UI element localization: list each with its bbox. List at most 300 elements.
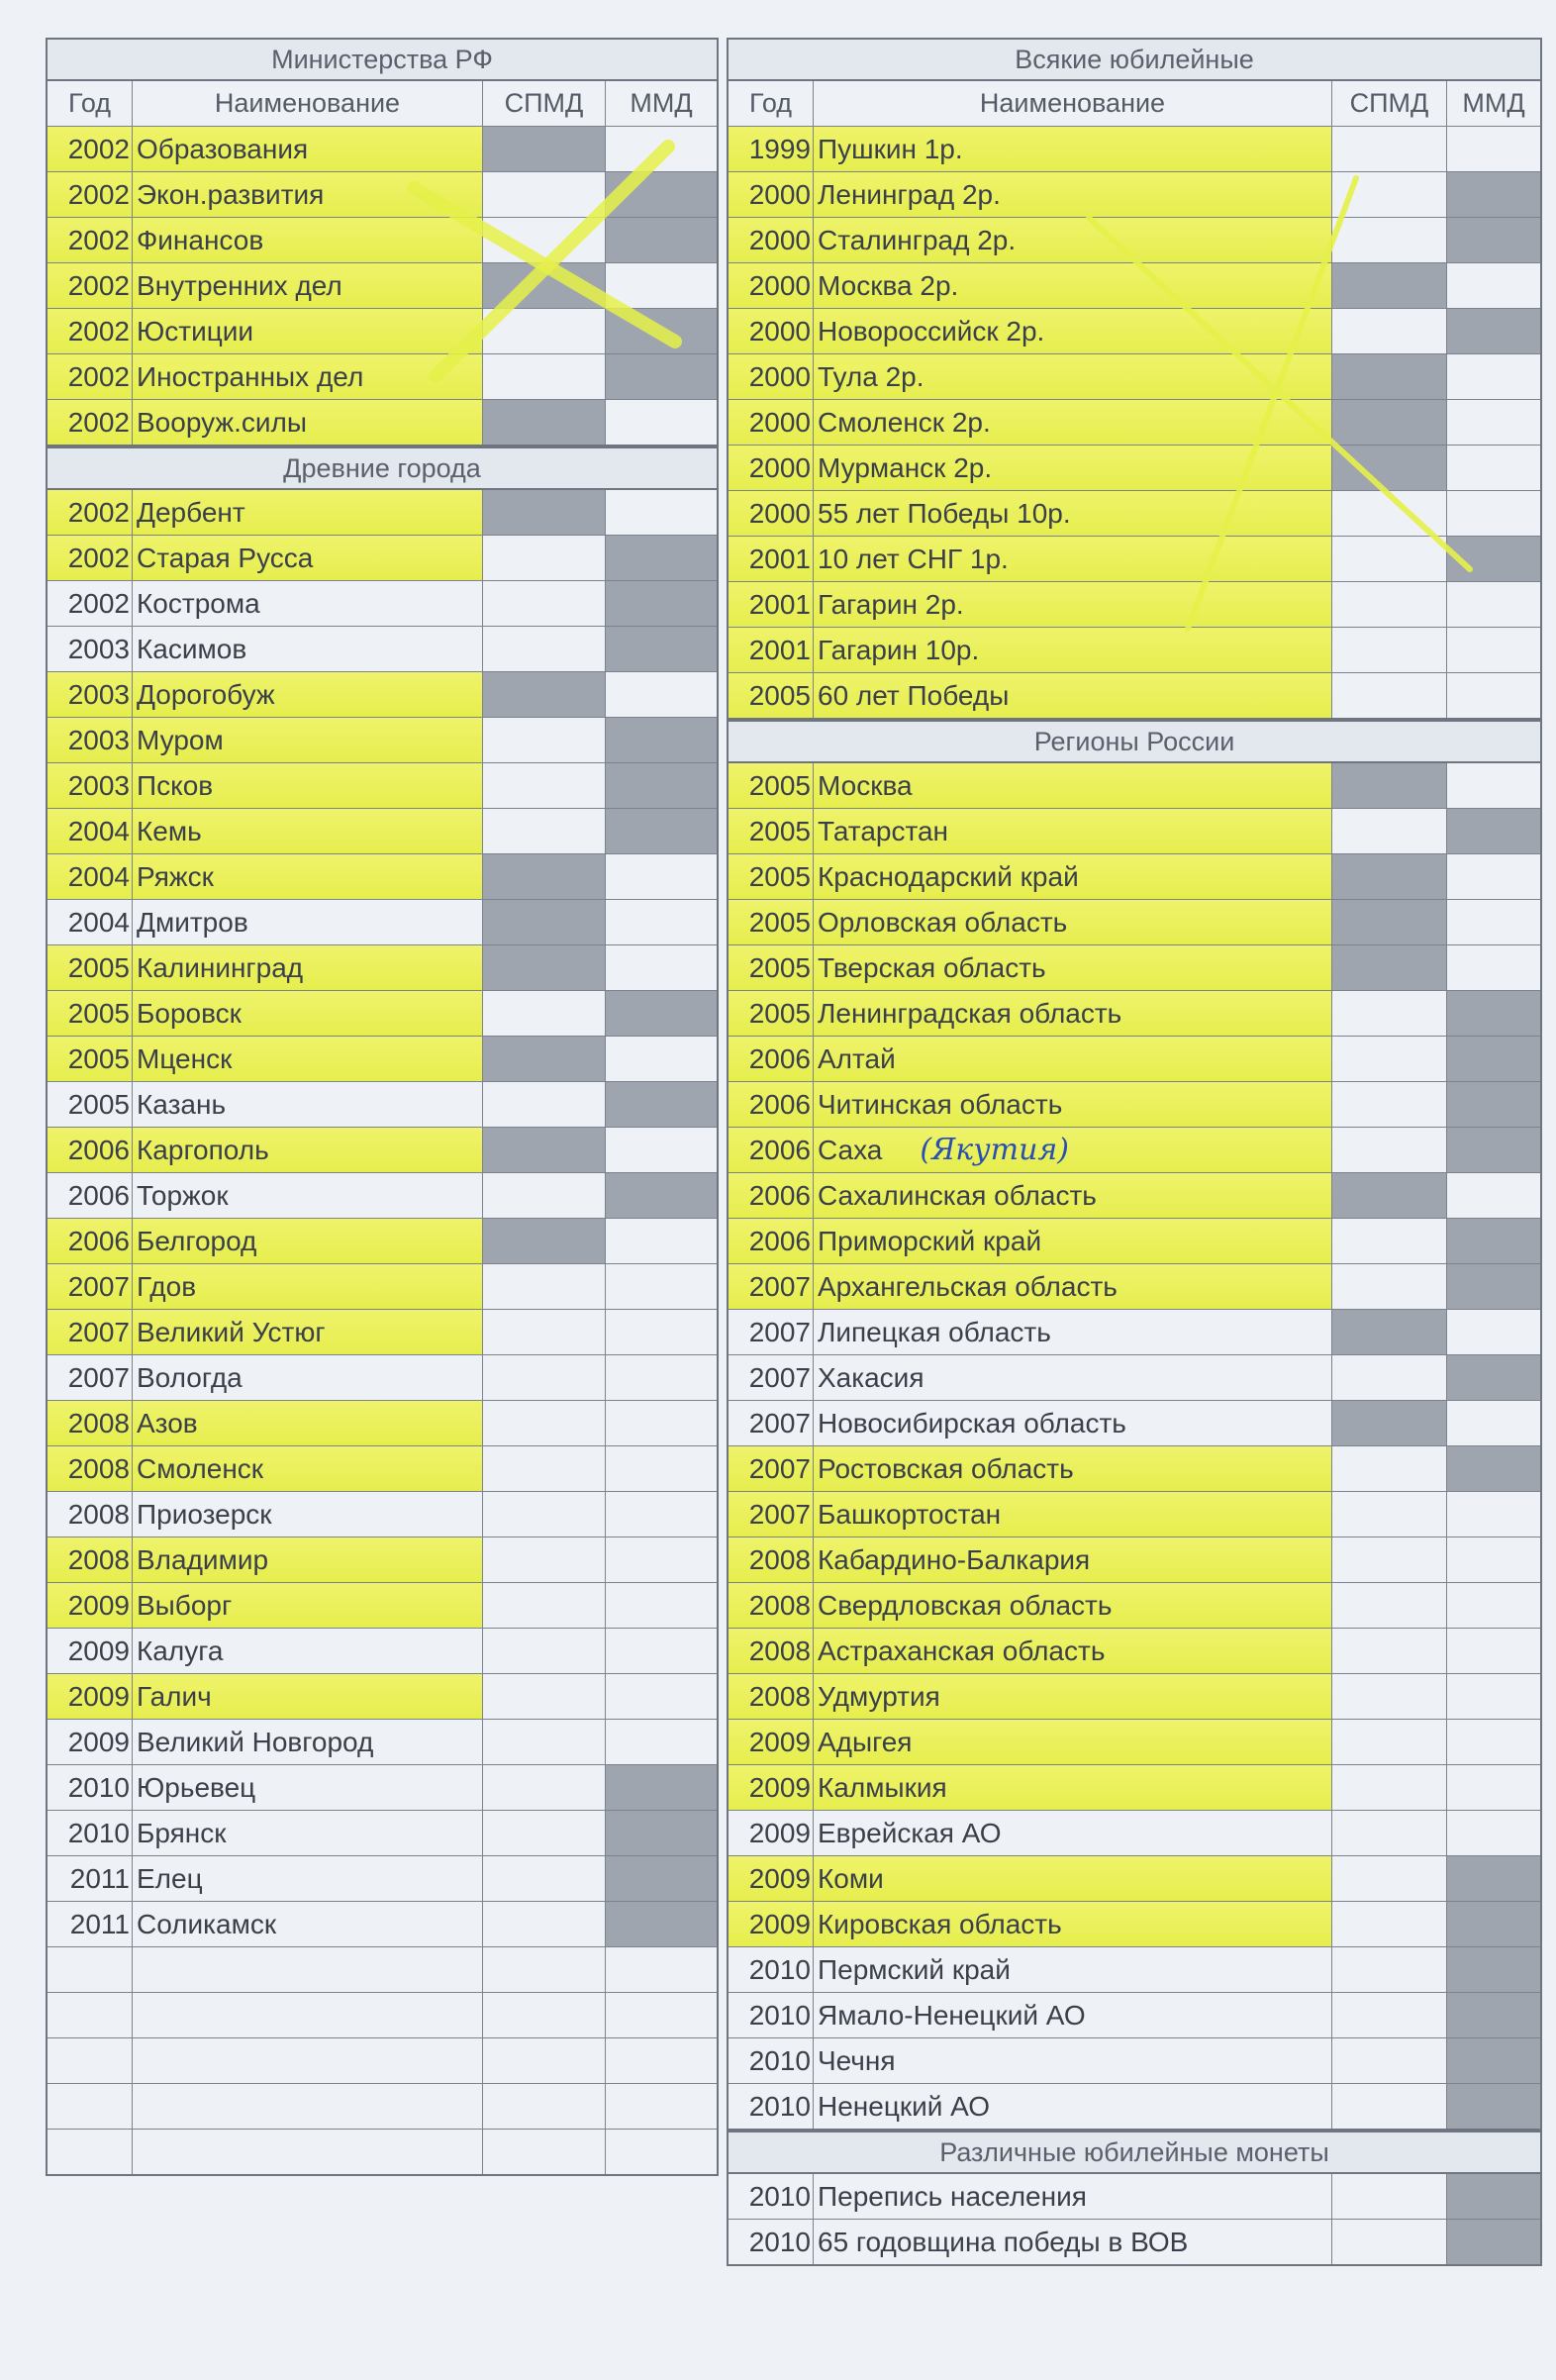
header-spmd: СПМД	[483, 81, 606, 126]
cell-year: 2010	[729, 2174, 814, 2219]
cell-name-text: Дмитров	[137, 906, 248, 938]
cell-name-text: Экон.развития	[137, 178, 325, 210]
cell-spmd	[483, 1355, 606, 1400]
cell-spmd	[483, 627, 606, 671]
cell-year: 2010	[729, 2220, 814, 2264]
cell-mmd	[606, 1310, 717, 1354]
cell-name-text: Башкортостан	[818, 1498, 1002, 1530]
cell-year: 2005	[729, 900, 814, 944]
cell-name	[133, 218, 483, 262]
table-row	[729, 1674, 1540, 1720]
right-column	[727, 38, 1542, 2366]
handwritten-note: (Якутия)	[920, 1133, 1069, 1167]
cell-year: 2006	[729, 1082, 814, 1127]
table-row	[729, 218, 1540, 263]
cell-name	[814, 218, 1332, 262]
cell-spmd	[483, 1264, 606, 1309]
cell-name	[133, 400, 483, 445]
coin-checklist-sheet	[46, 38, 1542, 2366]
table-row	[48, 1492, 717, 1537]
table-row	[48, 900, 717, 945]
cell-year: 2004	[48, 809, 133, 853]
cell-mmd	[1447, 2174, 1540, 2219]
table-row	[48, 1811, 717, 1856]
table-row	[729, 991, 1540, 1037]
table-row	[729, 172, 1540, 218]
cell-name-text: Владимир	[137, 1543, 269, 1575]
cell-mmd	[1447, 127, 1540, 171]
cell-name	[814, 900, 1332, 944]
cell-name	[133, 718, 483, 762]
left-column	[46, 38, 719, 2366]
cell-spmd	[1332, 263, 1447, 308]
cell-year: 2001	[729, 582, 814, 627]
cell-name-text: Новосибирская область	[818, 1407, 1126, 1438]
cell-year: 2008	[729, 1629, 814, 1673]
cell-name-text: Приозерск	[137, 1498, 272, 1530]
cell-mmd	[1447, 945, 1540, 990]
cell-year: 2007	[48, 1264, 133, 1309]
cell-mmd	[606, 490, 717, 535]
cell-mmd	[606, 1173, 717, 1218]
cell-name-text: Ленинград 2р.	[818, 178, 1001, 210]
cell-name-text: Пушкин 1р.	[818, 133, 963, 164]
cell-mmd	[606, 1583, 717, 1628]
table-row	[729, 1947, 1540, 1993]
cell-name	[133, 627, 483, 671]
cell-name	[814, 1037, 1332, 1081]
cell-spmd	[1332, 1993, 1447, 2037]
cell-mmd	[1447, 172, 1540, 217]
cell-spmd	[1332, 582, 1447, 627]
cell-name-text: Старая Русса	[137, 542, 314, 573]
cell-year: 2009	[729, 1902, 814, 1946]
table-row	[48, 1674, 717, 1720]
cell-spmd	[1332, 1492, 1447, 1537]
cell-name-text: Новороссийск 2р.	[818, 315, 1045, 347]
cell-spmd	[1332, 628, 1447, 672]
cell-year: 2002	[48, 354, 133, 399]
cell-year: 2008	[48, 1446, 133, 1491]
cell-name-text: 55 лет Победы 10р.	[818, 497, 1071, 529]
cell-mmd	[606, 900, 717, 944]
cell-year: 2005	[729, 991, 814, 1036]
cell-year: 2007	[729, 1355, 814, 1400]
table-row	[48, 172, 717, 218]
cell-name	[814, 1355, 1332, 1400]
cell-mmd	[1447, 1264, 1540, 1309]
cell-mmd	[1447, 1401, 1540, 1445]
cell-name-text: Хакасия	[818, 1361, 924, 1393]
cell-mmd	[1447, 582, 1540, 627]
cell-name-text: Сахалинская область	[818, 1179, 1097, 1211]
cell-spmd	[1332, 446, 1447, 490]
cell-mmd	[606, 309, 717, 353]
table-row	[48, 1082, 717, 1128]
cell-spmd	[1332, 1219, 1447, 1263]
cell-year: 2000	[729, 354, 814, 399]
cell-spmd	[483, 1902, 606, 1946]
cell-spmd	[1332, 1720, 1447, 1764]
cell-spmd	[483, 2084, 606, 2129]
cell-year: 2007	[729, 1401, 814, 1445]
table-row	[729, 1355, 1540, 1401]
table-row	[729, 537, 1540, 582]
cell-mmd	[1447, 1811, 1540, 1855]
cell-mmd	[606, 2038, 717, 2083]
table-row	[48, 1537, 717, 1583]
cell-name	[133, 809, 483, 853]
cell-spmd	[1332, 1856, 1447, 1901]
cell-mmd	[606, 1082, 717, 1127]
cell-spmd	[483, 1310, 606, 1354]
cell-spmd	[483, 1993, 606, 2037]
cell-spmd	[483, 536, 606, 580]
cell-name-text: Великий Устюг	[137, 1316, 326, 1347]
table-row	[729, 854, 1540, 900]
table-row	[48, 2084, 717, 2130]
cell-name-text: Тверская область	[818, 951, 1046, 983]
section-title-ancient: Древние города	[46, 446, 719, 488]
header-mmd: ММД	[630, 88, 693, 118]
cell-name-text: Орловская область	[818, 906, 1068, 938]
cell-mmd	[606, 581, 717, 626]
cell-name	[814, 354, 1332, 399]
cell-name	[133, 2038, 483, 2083]
cell-spmd	[1332, 537, 1447, 581]
cell-name-text: Пермский край	[818, 1953, 1011, 1985]
cell-spmd	[1332, 900, 1447, 944]
cell-year: 2004	[48, 854, 133, 899]
section-title-ministries: Министерства РФ	[46, 38, 719, 79]
cell-name	[814, 2174, 1332, 2219]
cell-spmd	[483, 1446, 606, 1491]
cell-spmd	[1332, 172, 1447, 217]
cell-spmd	[1332, 218, 1447, 262]
cell-year: 2010	[48, 1765, 133, 1810]
cell-year: 2010	[729, 2084, 814, 2129]
cell-spmd	[483, 1219, 606, 1263]
cell-spmd	[1332, 2084, 1447, 2129]
cell-spmd	[483, 991, 606, 1036]
cell-spmd	[483, 309, 606, 353]
cell-spmd	[483, 490, 606, 535]
cell-name-text: Еврейская АО	[818, 1817, 1002, 1848]
cell-mmd	[1447, 1720, 1540, 1764]
cell-name-text: Иностранных дел	[137, 360, 364, 392]
table-row	[729, 1219, 1540, 1264]
rows-jubilee	[729, 127, 1540, 718]
cell-spmd	[483, 672, 606, 717]
table-row	[729, 1082, 1540, 1128]
table-row	[48, 536, 717, 581]
cell-year: 2005	[729, 854, 814, 899]
cell-spmd	[483, 718, 606, 762]
table-row	[48, 1446, 717, 1492]
cell-name	[133, 763, 483, 808]
table-row	[729, 263, 1540, 309]
cell-year: 2008	[729, 1583, 814, 1628]
cell-name	[814, 263, 1332, 308]
cell-name	[133, 1674, 483, 1719]
cell-name	[814, 1537, 1332, 1582]
table-row	[48, 1765, 717, 1811]
cell-name	[133, 1947, 483, 1992]
table-row	[48, 354, 717, 400]
cell-name	[133, 1902, 483, 1946]
cell-spmd	[1332, 1355, 1447, 1400]
table-row	[48, 2130, 717, 2174]
cell-year: 2011	[48, 1902, 133, 1946]
cell-spmd	[483, 172, 606, 217]
table-row	[48, 490, 717, 536]
cell-name-text: 60 лет Победы	[818, 679, 1010, 711]
cell-year: 2005	[48, 1037, 133, 1081]
cell-name-text: Приморский край	[818, 1225, 1042, 1256]
cell-year: 2002	[48, 400, 133, 445]
cell-name-text: Алтай	[818, 1042, 896, 1074]
cell-name	[814, 1856, 1332, 1901]
table-header	[48, 81, 717, 127]
cell-year: 2010	[48, 1811, 133, 1855]
cell-year: 2005	[729, 945, 814, 990]
cell-year: 2009	[729, 1765, 814, 1810]
cell-mmd	[606, 809, 717, 853]
cell-year: 2006	[729, 1037, 814, 1081]
cell-name	[814, 673, 1332, 718]
table-row	[729, 1492, 1540, 1537]
cell-name	[814, 1629, 1332, 1673]
table-row	[729, 2174, 1540, 2220]
cell-year	[48, 2130, 133, 2174]
cell-year: 2002	[48, 263, 133, 308]
cell-name-text: Брянск	[137, 1817, 227, 1848]
cell-name-text: Казань	[137, 1088, 227, 1120]
table-row	[729, 1173, 1540, 1219]
cell-year: 2005	[48, 1082, 133, 1127]
cell-mmd	[606, 2130, 717, 2174]
rows-ministries	[48, 127, 717, 445]
section-title-regions: Регионы России	[727, 720, 1542, 761]
cell-year: 2000	[729, 446, 814, 490]
cell-spmd	[1332, 1082, 1447, 1127]
cell-mmd	[1447, 900, 1540, 944]
table-row	[48, 627, 717, 672]
cell-year: 2005	[729, 673, 814, 718]
table-row	[48, 309, 717, 354]
cell-name-text: Краснодарский край	[818, 860, 1079, 892]
table-row	[48, 1401, 717, 1446]
table-row	[729, 1993, 1540, 2038]
cell-spmd	[1332, 854, 1447, 899]
cell-mmd	[606, 1765, 717, 1810]
table-row	[729, 1446, 1540, 1492]
table-row	[729, 1537, 1540, 1583]
cell-spmd	[483, 2038, 606, 2083]
cell-name-text: Финансов	[137, 224, 264, 255]
table-row	[729, 127, 1540, 172]
cell-mmd	[606, 1856, 717, 1901]
cell-mmd	[1447, 809, 1540, 853]
cell-spmd	[1332, 809, 1447, 853]
cell-name	[814, 1173, 1332, 1218]
cell-name	[133, 1173, 483, 1218]
cell-name	[133, 945, 483, 990]
table-row	[729, 1037, 1540, 1082]
cell-name-text: Торжок	[137, 1179, 229, 1211]
cell-mmd	[606, 1401, 717, 1445]
cell-spmd	[483, 854, 606, 899]
cell-spmd	[1332, 673, 1447, 718]
table-row	[48, 718, 717, 763]
cell-year	[48, 1947, 133, 1992]
cell-spmd	[483, 127, 606, 171]
cell-spmd	[483, 1811, 606, 1855]
table-row	[729, 1765, 1540, 1811]
cell-year: 2002	[48, 172, 133, 217]
table-row	[729, 309, 1540, 354]
table-misc	[727, 2172, 1542, 2266]
cell-name-text: Юстиции	[137, 315, 254, 347]
table-row	[48, 672, 717, 718]
cell-name-text: Кировская область	[818, 1908, 1062, 1939]
table-header	[729, 81, 1540, 127]
table-row	[729, 945, 1540, 991]
cell-name	[814, 1264, 1332, 1309]
cell-mmd	[1447, 1629, 1540, 1673]
cell-mmd	[1447, 491, 1540, 536]
cell-name	[814, 1219, 1332, 1263]
cell-name-text: Кабардино-Балкария	[818, 1543, 1091, 1575]
cell-name	[133, 354, 483, 399]
cell-mmd	[606, 763, 717, 808]
cell-spmd	[483, 945, 606, 990]
cell-name	[814, 809, 1332, 853]
cell-name-text: Кострома	[137, 587, 260, 619]
cell-mmd	[1447, 263, 1540, 308]
cell-name-text: Перепись населения	[818, 2180, 1087, 2212]
cell-year: 2006	[729, 1219, 814, 1263]
cell-mmd	[606, 854, 717, 899]
cell-spmd	[1332, 1811, 1447, 1855]
cell-year: 2002	[48, 127, 133, 171]
cell-name-text: Галич	[137, 1680, 212, 1712]
cell-mmd	[1447, 1765, 1540, 1810]
cell-spmd	[1332, 1902, 1447, 1946]
table-row	[48, 945, 717, 991]
cell-year: 2007	[729, 1492, 814, 1537]
cell-mmd	[1447, 1082, 1540, 1127]
cell-mmd	[1447, 218, 1540, 262]
cell-spmd	[1332, 1173, 1447, 1218]
cell-name-text: Азов	[137, 1407, 198, 1438]
cell-name-text: Вологда	[137, 1361, 243, 1393]
cell-mmd	[606, 1993, 717, 2037]
cell-spmd	[1332, 1037, 1447, 1081]
cell-year: 2005	[729, 763, 814, 808]
cell-year: 2001	[729, 628, 814, 672]
cell-spmd	[1332, 1310, 1447, 1354]
cell-spmd	[483, 1492, 606, 1537]
cell-name	[133, 1037, 483, 1081]
cell-name-text: Муром	[137, 724, 224, 755]
cell-year: 2005	[729, 809, 814, 853]
cell-mmd	[606, 1355, 717, 1400]
cell-mmd	[606, 672, 717, 717]
cell-year	[48, 1993, 133, 2037]
cell-spmd	[483, 2130, 606, 2174]
cell-name-text: Тула 2р.	[818, 360, 924, 392]
cell-mmd	[1447, 1856, 1540, 1901]
cell-mmd	[1447, 1583, 1540, 1628]
cell-name	[133, 1765, 483, 1810]
cell-spmd	[483, 1629, 606, 1673]
cell-spmd	[1332, 1765, 1447, 1810]
cell-name-text: Ростовская область	[818, 1452, 1074, 1484]
cell-mmd	[606, 1264, 717, 1309]
cell-name-text: Ненецкий АО	[818, 2090, 991, 2122]
cell-mmd	[1447, 1537, 1540, 1582]
cell-year: 2003	[48, 763, 133, 808]
table-row	[48, 1902, 717, 1947]
cell-mmd	[606, 1674, 717, 1719]
cell-spmd	[483, 263, 606, 308]
cell-name	[133, 1537, 483, 1582]
cell-name	[133, 536, 483, 580]
cell-mmd	[1447, 1219, 1540, 1263]
cell-name-text: Белгород	[137, 1225, 257, 1256]
cell-year: 2002	[48, 581, 133, 626]
cell-name	[133, 263, 483, 308]
cell-name	[814, 1720, 1332, 1764]
cell-name-text: Гдов	[137, 1270, 197, 1302]
cell-name-text: Ямало-Ненецкий АО	[818, 1999, 1086, 2031]
cell-mmd	[1447, 1446, 1540, 1491]
cell-year: 2000	[729, 491, 814, 536]
cell-mmd	[606, 536, 717, 580]
cell-mmd	[606, 354, 717, 399]
cell-mmd	[606, 1902, 717, 1946]
table-row	[729, 582, 1540, 628]
cell-name	[133, 309, 483, 353]
table-row	[48, 581, 717, 627]
cell-year: 2008	[48, 1537, 133, 1582]
cell-mmd	[606, 1720, 717, 1764]
table-row	[48, 218, 717, 263]
cell-mmd	[606, 400, 717, 445]
cell-year: 2006	[729, 1173, 814, 1218]
cell-name	[133, 581, 483, 626]
cell-spmd	[483, 1765, 606, 1810]
cell-name-text: Москва	[818, 769, 913, 801]
cell-name	[814, 446, 1332, 490]
cell-name	[133, 1082, 483, 1127]
cell-mmd	[1447, 991, 1540, 1036]
table-row	[729, 1583, 1540, 1629]
cell-mmd	[1447, 309, 1540, 353]
cell-mmd	[1447, 1355, 1540, 1400]
cell-spmd	[483, 1037, 606, 1081]
cell-name-text: 65 годовщина победы в ВОВ	[818, 2226, 1189, 2257]
cell-name	[814, 1765, 1332, 1810]
cell-spmd	[483, 1082, 606, 1127]
cell-name	[814, 491, 1332, 536]
cell-name-text: Дербент	[137, 496, 245, 528]
cell-name	[814, 2038, 1332, 2083]
table-row	[48, 854, 717, 900]
table-row	[729, 1401, 1540, 1446]
cell-name-text: Архангельская область	[818, 1270, 1118, 1302]
